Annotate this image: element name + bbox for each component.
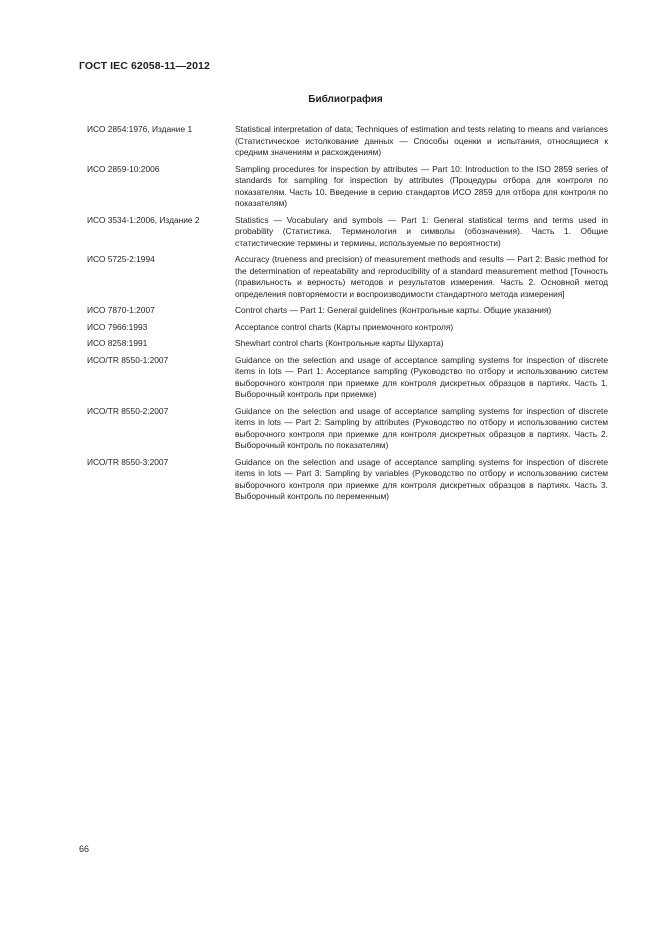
entry-description: Statistical interpretation of data; Techniques of estimation and tests relating to means and variances (Статистическое истолкование данных — Способы оценки и испытания, относящиеся к средним значениям и расхождениям) [235, 124, 608, 157]
entry-code: ИСО 8258:1991 [87, 338, 148, 348]
bibliography-entry [87, 457, 608, 503]
section-title: Библиография [308, 94, 383, 105]
entry-code: ИСО/TR 8550-2:2007 [87, 405, 169, 416]
entry-description: Guidance on the selection and usage of acceptance sampling systems for inspection of discrete items in lots — Part 1: Acceptance sampling (Руководство по отбору и использованию систем выборочного контроля при приемке для контроля дискретных образцов в партиях. Часть 1. Выборочный контроль при приемке) [235, 354, 608, 399]
bibliography-entry [87, 305, 608, 317]
bibliography-entry [87, 254, 608, 300]
entry-description: Shewhart control charts (Контрольные карты Шухарта) [235, 338, 444, 348]
entry-code: ИСО 2859-10:2006 [87, 163, 160, 174]
entry-code: ИСО 2854:1976, Издание 1 [87, 124, 193, 134]
entry-code: ИСО 5725-2:1994 [87, 254, 155, 264]
bibliography-entry [87, 338, 608, 350]
bibliography-entry [87, 322, 608, 334]
entry-code: ИСО/TR 8550-3:2007 [87, 456, 169, 467]
entry-code: ИСО 7870-1:2007 [87, 305, 155, 315]
entry-code: ИСО/TR 8550-1:2007 [87, 354, 169, 365]
entry-description: Sampling procedures for inspection by attributes — Part 10: Introduction to the ISO 2859 series of standards for sampling for inspection by attributes (Процедуры отбора для контроля по показателям. Часть 10. Введение в серию стандартов ИСО 2859 для отбора для контроля по показателям) [235, 163, 608, 208]
bibliography-entry [87, 124, 608, 159]
document-header: ГОСТ IEC 62058-11—2012 [79, 60, 210, 72]
bibliography-entry [87, 164, 608, 210]
bibliography-entry [87, 406, 608, 452]
entry-code: ИСО 7966:1993 [87, 321, 148, 332]
bibliography-entry [87, 355, 608, 401]
entry-description: Accuracy (trueness and precision) of measurement methods and results — Part 2: Basic method for the determination of repeatability and reproducibility of a standard measurement method [Точность (правильность и верность) методов и результатов измерения. Часть 2. Основной метод определения повторяемости и воспроизводимости стандартного метода измерения] [235, 254, 608, 299]
bibliography-list [87, 124, 608, 508]
entry-description: Acceptance control charts (Карты приемочного контроля) [235, 321, 454, 332]
entry-description: Guidance on the selection and usage of acceptance sampling systems for inspection of discrete items in lots — Part 3: Sampling by variables (Руководство по отбору и использованию систем выборочного контроля при приемке для контроля дискретных образцов в партиях. Часть 3. Выборочный контроль по переменным) [235, 456, 608, 501]
entry-code: ИСО 3534-1:2006, Издание 2 [87, 214, 200, 225]
page-number: 66 [79, 844, 90, 854]
entry-description: Guidance on the selection and usage of acceptance sampling systems for inspection of discrete items in lots — Part 2: Sampling by attributes (Руководство по отбору и использованию систем выборочного контроля при приемке для контроля дискретных образцов в партиях. Часть 2. Выборочный контроль по показателям) [235, 405, 608, 450]
entry-description: Statistics — Vocabulary and symbols — Part 1: General statistical terms and terms used in probability (Статистика. Терминология и символы (обозначения). Часть 1. Общие статистические термины и термины, используемые по вероятности) [235, 214, 608, 248]
entry-description: Control charts — Part 1: General guidelines (Контрольные карты. Общие указания) [235, 305, 552, 315]
bibliography-entry [87, 215, 608, 250]
